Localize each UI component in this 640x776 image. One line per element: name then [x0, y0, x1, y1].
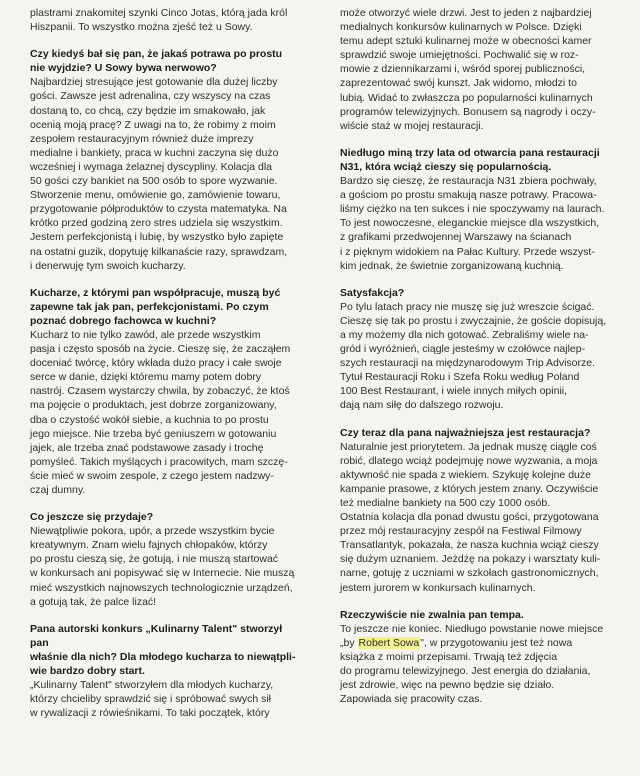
answer-line: Niewątpliwie pokora, upór, a przede wszystkim bycie	[30, 525, 275, 538]
interview-answer	[30, 6, 302, 34]
interview-question	[30, 286, 302, 328]
question-line: wie bardzo dobry start.	[30, 665, 145, 678]
article-columns	[30, 6, 626, 720]
answer-line: jego miejsce. Nie trzeba być geniuszem w gotowaniu	[30, 427, 277, 440]
answer-line: a gościom po prostu smakują nasze potrawy. Pracowa-	[340, 189, 597, 202]
answer-line: ocenią moją pracę? Z uwagi na to, że robimy z moim	[30, 118, 276, 131]
answer-line: książka z moimi przepisami. Trwają też zdjęcia	[340, 650, 558, 663]
answer-line: ście mieć w swoim zespole, z czego jestem nadzwy-	[30, 469, 274, 482]
question-line: zapewne tak jak pan, perfekcjonistami. Po czym	[30, 300, 269, 313]
question-line: Czy teraz dla pana najważniejsza jest restauracja?	[340, 426, 591, 439]
answer-line: dostaną to, co chcą, czy będzie im smakowało, jak	[30, 104, 266, 117]
question-line: Kucharze, z którymi pan współpracuje, muszą być	[30, 286, 281, 299]
answer-line: programów telewizyjnych. Bonusem są nagrody i oczy-	[340, 105, 596, 118]
question-line: Czy kiedyś bał się pan, że jakaś potrawa po prostu	[30, 48, 283, 61]
answer-line: Kucharz to nie tylko zawód, ale przede wszystkim	[30, 328, 261, 341]
answer-line: wiście staż w mojej restauracji.	[340, 119, 484, 132]
answer-line: plastrami znakomitej szynki Cinco Jotas, którą jada król	[30, 7, 288, 19]
answer-line: aktywność nie spada z wiekiem. Szykuję kolejne duże	[340, 468, 591, 481]
answer-line: Cieszę się tak po prostu i zwyczajnie, że goście dopisują,	[340, 314, 607, 327]
interview-question	[340, 146, 626, 174]
interview-question	[30, 622, 302, 678]
question-line: Niedługo miną trzy lata od otwarcia pana restauracji	[340, 146, 600, 159]
answer-line: Naturalnie jest priorytetem. Ja jednak muszę ciągle coś	[340, 440, 597, 453]
answer-line: a gotują tak, że palce lizać!	[30, 595, 157, 608]
answer-line: jest zdrowie, więc na pewno będzie się działo.	[340, 679, 555, 692]
answer-line: Stworzenie menu, omówienie go, zamówienie towaru,	[30, 189, 281, 202]
interview-answer	[340, 300, 626, 413]
answer-line: gości. Zawsze jest adrenalina, czy wszyscy na czas	[30, 90, 271, 103]
answer-line: „Kulinarny Talent" stworzyłem dla młodych kucharzy,	[30, 679, 274, 692]
spacer	[30, 34, 302, 47]
interview-question	[30, 510, 302, 524]
answer-line: dba o czystość wokół siebie, a kuchnia to po prostu	[30, 413, 269, 426]
answer-line: Bardzo się cieszę, że restauracja N31 zbiera pochwały,	[340, 175, 597, 188]
answer-line: którzy chcieliby sprawdzić się i spróbować swych sił	[30, 693, 271, 706]
interview-answer	[340, 440, 626, 595]
answer-line: z grafikami przedwojennej Warszawy na ścianach	[340, 231, 572, 244]
answer-line: Ostatnia kolacja dla ponad dwustu gości, przygotowana	[340, 511, 599, 524]
question-line: Rzeczywiście nie zwalnia pan tempa.	[340, 608, 524, 621]
right-column	[340, 6, 626, 720]
answer-line: medialnych konkursów kulinarnych w Polsce. Dzięki	[340, 21, 582, 34]
answer-line: 50 gości czy bankiet na 500 osób to spore wyzwanie.	[30, 175, 278, 188]
answer-line: robić, dlatego wciąż podejmuję nowe wyzwania, a moja	[340, 454, 598, 467]
answer-line: 100 Best Restaurant, i wiele innych miłych opinii,	[340, 385, 568, 398]
answer-line: w konkursach ani popisywać się w Internecie. Nie muszą	[30, 567, 295, 580]
interview-question	[340, 426, 626, 440]
answer-line: mieć wszystkich najnowszych technologicznie urządzeń,	[30, 581, 293, 594]
answer-line: przez mój restauracyjny zespół na Festiwal Filmowy	[340, 525, 582, 538]
interview-question	[340, 608, 626, 622]
answer-line: nastrój. Czasem wystarczy chwila, by zobaczyć, że ktoś	[30, 385, 290, 398]
answer-line: ma pojęcie o produktach, jest dobrze zorganizowany,	[30, 399, 277, 412]
answer-line: w rywalizacji z rówieśnikami. To taki początek, który	[30, 707, 270, 720]
answer-line: Po tylu latach pracy nie muszę się już wreszcie ścigać.	[340, 300, 595, 313]
answer-line: sprawdzić swoje umiejętności. Pochwalić się w roz-	[340, 49, 579, 62]
answer-line: narne, gotuję z uczniami w szkołach gastronomicznych,	[340, 567, 599, 580]
answer-line: Tytuł Restauracji Roku i Szefa Roku według Poland	[340, 371, 580, 384]
answer-line: Najbardziej stresujące jest gotowanie dla dużej liczby	[30, 76, 278, 89]
answer-line: do programu telewizyjnego. Jest energia do działania,	[340, 665, 591, 678]
answer-line: krótko przed godziną zero stres udziela się wszystkim.	[30, 217, 283, 230]
answer-line: To jeszcze nie koniec. Niedługo powstanie nowe miejsce	[340, 622, 604, 635]
interview-answer	[30, 678, 302, 720]
spacer	[340, 413, 626, 426]
interview-answer	[30, 328, 302, 497]
answer-line: To jest nowoczesne, eleganckie miejsce dla wszystkich,	[340, 217, 600, 230]
question-line: Co jeszcze się przydaje?	[30, 511, 154, 524]
answer-line: kreatywnym. Znam wielu fajnych chłopaków, którzy	[30, 539, 268, 552]
answer-line: lubią. Widać to zwłaszcza po popularności kulinarnych	[340, 91, 593, 104]
answer-line: na ostatni guzik, dopytuję kilkanaście razy, sprawdzam,	[30, 245, 288, 258]
answer-line: się dużym uznaniem. Jeżdżę na pokazy i warsztaty kuli-	[340, 553, 601, 566]
answer-line: zaprezentować swój kunszt. Jak widomo, młodzi to	[340, 77, 577, 90]
answer-line: „by Robert Sowa", w przygotowaniu jest też nowa	[340, 636, 573, 649]
answer-line: wcześniej i wymaga żelaznej dyscypliny. Kolacja dla	[30, 160, 272, 173]
interview-question	[30, 47, 302, 75]
answer-line: Hiszpanii. To wszystko można zjeść też u Sowy.	[30, 21, 253, 34]
answer-line: szych restauracji na międzynarodowym Trip Advisorze.	[340, 357, 596, 370]
answer-line: może otworzyć wiele drzwi. Jest to jeden z najbardziej	[340, 7, 592, 19]
question-line: Pana autorski konkurs „Kulinarny Talent" stworzył pan	[30, 622, 283, 649]
answer-line: kampanie prasowe, z których jestem znany. Oczywiście	[340, 482, 599, 495]
answer-line: mowie z dziennikarzami i, wśród sporej publiczności,	[340, 63, 586, 76]
interview-answer	[340, 622, 626, 707]
answer-line: jestem jurorem w konkursach kulinarnych.	[340, 581, 536, 594]
answer-line: też medialne bankiety na 500 czy 1000 osób.	[340, 497, 551, 509]
answer-line: czaj dumny.	[30, 484, 86, 496]
question-line: nie wyjdzie? U Sowy bywa nerwowo?	[30, 62, 217, 75]
left-column	[30, 6, 302, 720]
answer-line: po prostu cieszą się, że gotują, i nie muszą startować	[30, 553, 279, 566]
answer-line: zespołem restauracyjnym również duże imprezy	[30, 132, 254, 145]
answer-line: Zapowiada się pracowity czas.	[340, 693, 483, 706]
answer-line: pomyśleć. Takich myślących i pracowitych, mam szczę-	[30, 455, 288, 468]
spacer	[340, 595, 626, 608]
question-line: właśnie dla nich? Dla młodego kucharza to niewątpli-	[30, 650, 296, 663]
answer-line: kim jednak, że świetnie zorganizowaną kuchnią.	[340, 259, 564, 272]
answer-line: Jestem perfekcjonistą i lubię, by wszystko było zapięte	[30, 231, 284, 244]
answer-line: liśmy ciężko na ten sukces i nie spoczywamy na laurach.	[340, 203, 605, 216]
answer-line: jajek, ale trzeba znać podstawowe zasady i trochę	[30, 441, 264, 454]
question-line: poznać dobrego fachowca w kuchni?	[30, 314, 217, 327]
question-line: N31, która wciąż cieszy się popularnością.	[340, 160, 552, 173]
interview-answer	[30, 75, 302, 272]
interview-answer	[340, 6, 626, 133]
spacer	[340, 133, 626, 146]
spacer	[30, 497, 302, 510]
question-line: Satysfakcja?	[340, 286, 405, 299]
interview-question	[340, 286, 626, 300]
answer-line: medialne i bankiety, praca w kuchni zaczyna się dużo	[30, 146, 279, 159]
spacer	[30, 609, 302, 622]
answer-line: a my możemy dla nich gotować. Zebraliśmy wiele na-	[340, 328, 589, 341]
interview-answer	[340, 174, 626, 273]
answer-line: dają nam siłę do dalszego rozwoju.	[340, 399, 504, 412]
answer-line: pasja i często sposób na życie. Cieszę się, że zacząłem	[30, 343, 291, 356]
highlighted-name: Robert Sowa	[358, 636, 420, 649]
answer-line: serce w danie, dzięki któremu mamy potem dobry	[30, 371, 262, 384]
interview-answer	[30, 524, 302, 609]
answer-line: temu adept sztuki kulinarnej może w obecności kamer	[340, 35, 592, 48]
answer-line: i denerwuję tym swoich kucharzy.	[30, 259, 186, 272]
answer-line: przygotowanie półproduktów to czysta matematyka. Na	[30, 203, 287, 216]
spacer	[340, 273, 626, 286]
answer-line: Transatlantyk, pokazała, że nasza kuchnia wciąż cieszy	[340, 539, 599, 552]
spacer	[30, 273, 302, 286]
answer-line: i z pięknym widokiem na Pałac Kultury. Przede wszyst-	[340, 245, 595, 258]
answer-line: gród i wyróżnień, ciągle jesteśmy w czołówce najlep-	[340, 343, 586, 356]
answer-line: doceniać twórcę, który wkłada dużo pracy i całe swoje	[30, 357, 282, 370]
